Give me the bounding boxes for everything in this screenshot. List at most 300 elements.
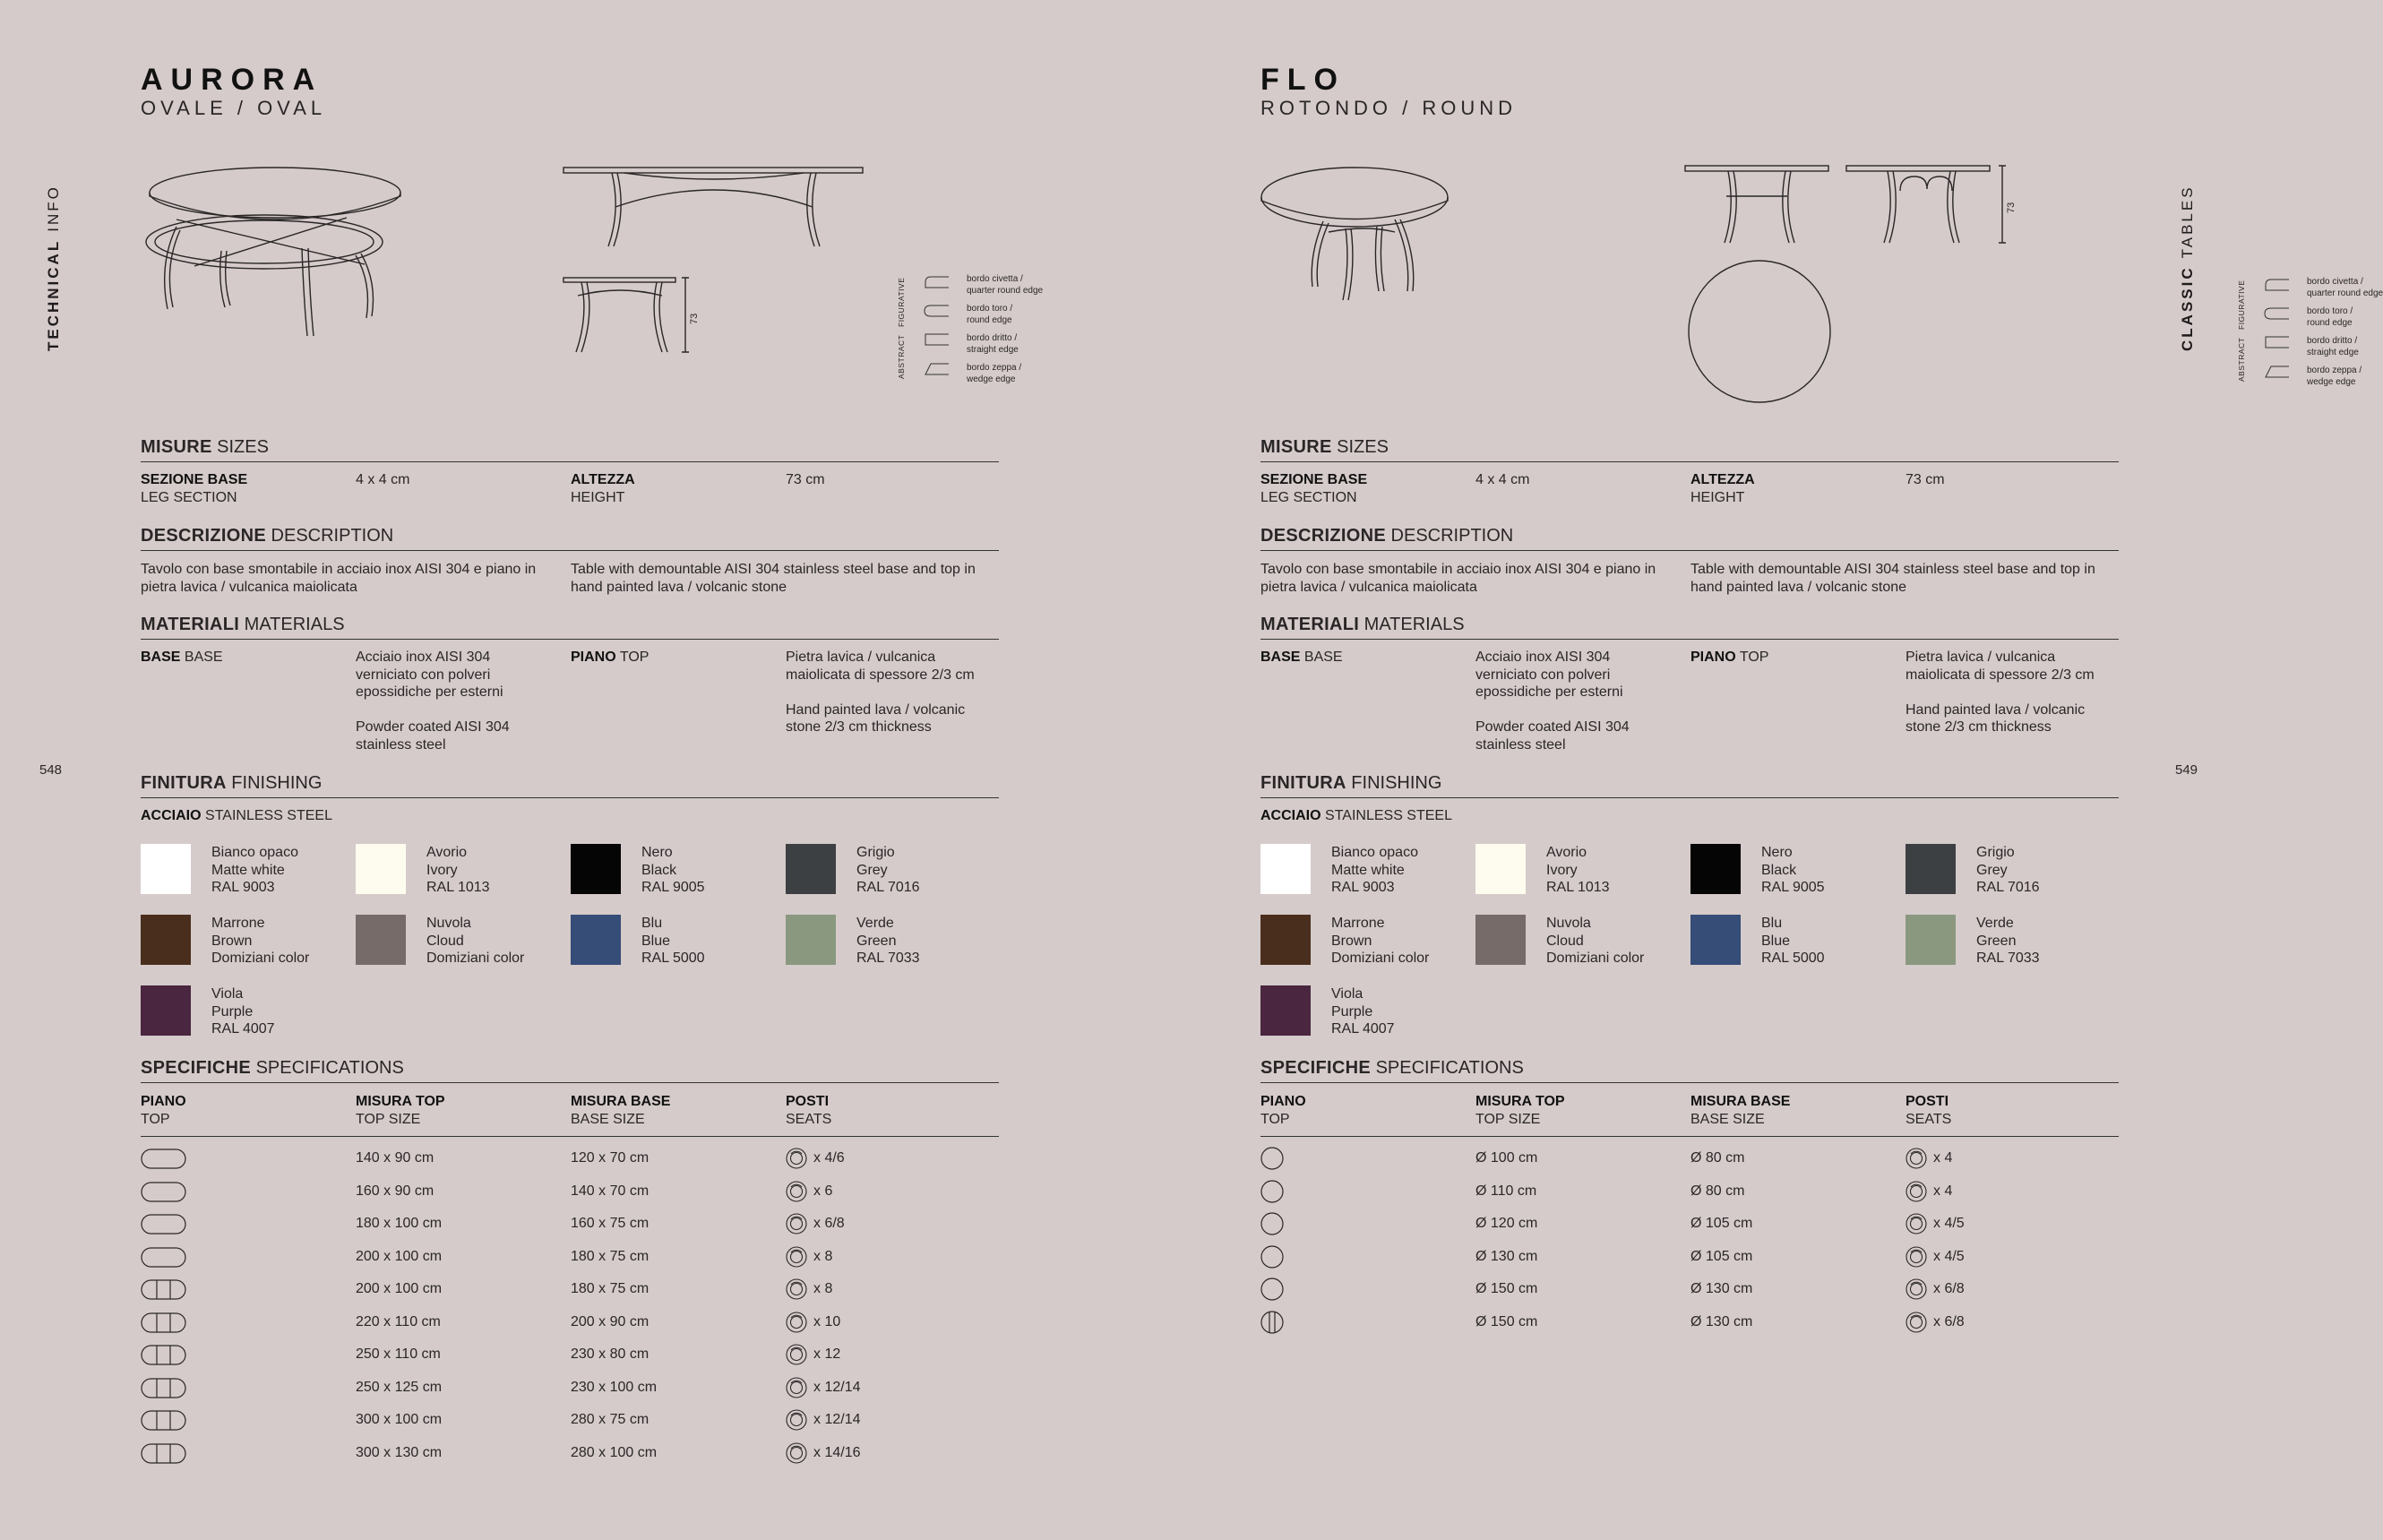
color-name-line: Verde: [1976, 916, 2014, 931]
color-swatch: [141, 915, 191, 965]
seats-icon: [1906, 1213, 1929, 1236]
heading-en: SIZES: [1337, 437, 1389, 457]
color-swatch: [141, 985, 191, 1036]
spec-column-header: [1260, 1093, 1306, 1128]
base-size-cell: 280 x 100 cm: [571, 1444, 658, 1460]
color-name-line: Ivory: [426, 862, 458, 878]
color-swatch-label: [211, 915, 309, 968]
edge-name-en: round edge: [967, 315, 1012, 325]
apron: [624, 173, 804, 179]
material-line: stone 2/3 cm thickness: [786, 719, 932, 735]
table-row: [141, 1278, 999, 1305]
table-leg: [1312, 221, 1329, 287]
edge-profile-item: [2307, 305, 2353, 329]
color-swatch-label: [641, 844, 705, 897]
leg-section-label: [141, 471, 247, 506]
color-name-line: RAL 7033: [856, 951, 920, 966]
material-line: [1475, 701, 1630, 719]
table-row: [141, 1246, 999, 1273]
seats-cell: x 10: [813, 1313, 841, 1329]
color-swatch-label: [1976, 844, 2040, 897]
label-it: SEZIONE BASE: [141, 472, 248, 487]
color-name-line: Avorio: [426, 845, 468, 860]
column-title-it: MISURA TOP: [356, 1094, 445, 1109]
seats-cell: x 4/5: [1933, 1216, 1965, 1231]
flo-plan-view: [1683, 260, 1836, 412]
seats-icon: [1906, 1181, 1929, 1204]
table-row: [141, 1181, 999, 1208]
finishing-subheading: [1260, 807, 1452, 825]
color-swatch: [356, 844, 406, 894]
color-name-line: Blue: [641, 933, 671, 949]
heading-en: FINISHING: [1351, 773, 1442, 793]
seats-cell: x 12/14: [813, 1379, 861, 1395]
table-row: [141, 1213, 999, 1240]
seats-icon: [786, 1148, 809, 1171]
label-en: STAINLESS STEEL: [1325, 808, 1452, 823]
table-top-outline: [1261, 168, 1448, 227]
product-subtitle: ROTONDO / ROUND: [1260, 97, 1518, 119]
color-name-line: Green: [856, 933, 897, 949]
material-base-text: [1475, 649, 1630, 753]
table-row: [1260, 1278, 2119, 1305]
line: Table with demountable AISI 304 stainless steel base and top in: [571, 562, 976, 577]
decorative-scroll: [1900, 176, 1952, 191]
color-name-line: Matte white: [211, 862, 285, 878]
column-title-it: PIANO: [1260, 1094, 1306, 1109]
base-size-cell: Ø 130 cm: [1690, 1313, 1753, 1329]
seats-icon: [786, 1181, 809, 1204]
edge-name-en: quarter round edge: [967, 286, 1044, 296]
top-size-cell: 300 x 130 cm: [356, 1444, 443, 1460]
column-title-en: SEATS: [786, 1111, 832, 1127]
column-title-it: MISURA TOP: [1475, 1094, 1565, 1109]
base-size-cell: Ø 80 cm: [1690, 1150, 1745, 1166]
heading-en: SPECIFICATIONS: [255, 1058, 404, 1078]
label-it: SEZIONE BASE: [1260, 472, 1368, 487]
color-name-line: RAL 1013: [426, 880, 490, 895]
top-size-cell: 220 x 110 cm: [356, 1313, 441, 1329]
base-size-cell: 230 x 100 cm: [571, 1379, 658, 1395]
color-swatch-label: [1331, 985, 1395, 1038]
base-size-cell: Ø 105 cm: [1690, 1216, 1753, 1231]
base-ring: [1329, 228, 1395, 232]
oval-top-icon: [141, 1213, 187, 1236]
edge-group-abstract-label: ABSTRACT: [2237, 337, 2246, 382]
label-en: BASE: [184, 650, 223, 665]
edge-name-en: quarter round edge: [2307, 288, 2383, 298]
seats-cell: x 6/8: [1933, 1313, 1965, 1329]
color-name-line: Cloud: [426, 933, 464, 949]
table-leg: [1343, 228, 1353, 300]
material-line: epossidiche per esterni: [356, 684, 503, 700]
edge-group-abstract-label: ABSTRACT: [897, 334, 906, 379]
heading-it: FINITURA: [1260, 773, 1346, 793]
heading-en: MATERIALS: [1364, 615, 1465, 634]
oval-extendable-top-icon: [141, 1344, 187, 1367]
edge-profile-item: [2307, 335, 2359, 358]
color-swatch-label: [856, 915, 920, 968]
round-top-icon: [1260, 1278, 1286, 1303]
edge-name-it: bordo civetta /: [2307, 277, 2363, 287]
side-label-light: TABLES: [2179, 185, 2196, 259]
heading-it: DESCRIZIONE: [1260, 526, 1386, 546]
spec-column-header: [356, 1093, 445, 1128]
seats-cell: x 6/8: [1933, 1281, 1965, 1296]
edge-profile-item: [967, 303, 1012, 326]
base-size-cell: 140 x 70 cm: [571, 1183, 650, 1199]
color-swatch: [786, 844, 836, 894]
oval-extendable-top-icon: [141, 1409, 187, 1432]
heading-en: FINISHING: [231, 773, 323, 793]
stretcher-arch: [615, 190, 813, 207]
column-title-it: MISURA BASE: [1690, 1094, 1791, 1109]
seats-cell: x 14/16: [813, 1444, 861, 1460]
color-name-line: Nero: [641, 845, 673, 860]
round-extendable-top-icon: [1260, 1311, 1286, 1336]
side-label-light: INFO: [45, 185, 62, 232]
base-size-cell: 280 x 75 cm: [571, 1412, 650, 1427]
base-size-cell: 160 x 75 cm: [571, 1216, 650, 1231]
oval-extendable-top-icon: [141, 1278, 187, 1302]
column-title-it: POSTI: [1906, 1094, 1949, 1109]
table-row: [141, 1377, 999, 1404]
color-name-line: RAL 9005: [641, 880, 705, 895]
height-label: [1690, 471, 1755, 506]
color-name-line: Viola: [1331, 986, 1364, 1002]
page-number-left: 548: [39, 762, 63, 778]
line: hand painted lava / volcanic stone: [571, 579, 787, 595]
round-top-icon: [1260, 1212, 1286, 1237]
color-name-line: Cloud: [1546, 933, 1584, 949]
color-name-line: Nero: [1761, 845, 1793, 860]
round-top-icon: [1260, 1180, 1286, 1205]
description-english: [1690, 561, 2095, 596]
top-size-cell: Ø 120 cm: [1475, 1216, 1538, 1231]
table-leg: [1884, 171, 1896, 243]
top-size-cell: 250 x 110 cm: [356, 1346, 441, 1362]
heading-en: MATERIALS: [244, 615, 345, 634]
round-top-icon: [1260, 1147, 1286, 1172]
color-swatch: [1690, 844, 1741, 894]
section-specifications-heading: [1260, 1058, 2119, 1083]
seats-icon: [786, 1213, 809, 1236]
table-leg: [1783, 171, 1794, 243]
label-it: BASE: [141, 650, 181, 665]
table-row: [141, 1148, 999, 1174]
straight-edge-icon: [925, 334, 949, 345]
seats-cell: x 4: [1933, 1150, 1953, 1166]
base-size-cell: 200 x 90 cm: [571, 1313, 650, 1329]
base-size-cell: Ø 80 cm: [1690, 1183, 1745, 1199]
color-name-line: Grey: [1976, 862, 2008, 878]
color-swatch: [1690, 915, 1741, 965]
color-name-line: Blu: [641, 916, 663, 931]
material-line: stainless steel: [356, 736, 446, 753]
section-finishing-heading: [1260, 773, 2119, 798]
line: pietra lavica / vulcanica maiolicata: [141, 579, 357, 595]
table-leg: [220, 251, 230, 307]
heading-it: SPECIFICHE: [141, 1058, 252, 1078]
line: Tavolo con base smontabile in acciaio inox AISI 304 e piano in: [1260, 562, 1656, 577]
label-it: ALTEZZA: [571, 472, 635, 487]
column-title-en: TOP: [141, 1111, 170, 1127]
seats-cell: x 4: [1933, 1183, 1953, 1199]
height-value: 73 cm: [786, 472, 825, 487]
color-name-line: Marrone: [1331, 916, 1385, 931]
color-name-line: Grigio: [1976, 845, 2015, 860]
color-name-line: Domiziani color: [1546, 951, 1645, 966]
seats-cell: x 8: [813, 1248, 833, 1264]
seats-cell: x 12: [813, 1346, 841, 1362]
color-name-line: RAL 9003: [1331, 880, 1395, 895]
base-size-cell: Ø 130 cm: [1690, 1281, 1753, 1296]
seats-icon: [1906, 1246, 1929, 1269]
height-label: [571, 471, 635, 506]
color-name-line: Grey: [856, 862, 888, 878]
table-leg: [1948, 171, 1959, 243]
oval-extendable-top-icon: [141, 1377, 187, 1400]
side-label-bold: CLASSIC: [2179, 265, 2196, 351]
color-swatch: [1906, 915, 1956, 965]
color-name-line: Ivory: [1546, 862, 1578, 878]
material-base-text: [356, 649, 510, 753]
color-swatch-label: [426, 844, 490, 897]
table-leg: [654, 282, 667, 352]
column-title-it: POSTI: [786, 1094, 830, 1109]
seats-cell: x 6/8: [813, 1216, 845, 1231]
material-base-label: [1260, 649, 1343, 667]
table-top-profile: [563, 168, 863, 173]
edge-profile-item: [967, 362, 1021, 385]
color-name-line: RAL 7033: [1976, 951, 2040, 966]
side-label-bold: TECHNICAL: [45, 238, 62, 351]
spec-column-header: [1475, 1093, 1565, 1128]
base-size-cell: 230 x 80 cm: [571, 1346, 650, 1362]
table-top-plan: [1689, 261, 1830, 402]
color-swatch: [571, 915, 621, 965]
seats-cell: x 6: [813, 1183, 833, 1199]
label-en: TOP: [1739, 650, 1769, 665]
color-swatch-label: [1761, 915, 1825, 968]
material-line: [1906, 684, 2095, 701]
section-sizes-heading: [1260, 437, 2119, 462]
top-size-cell: 200 x 100 cm: [356, 1281, 443, 1296]
section-finishing-heading: [141, 773, 999, 798]
heading-en: SPECIFICATIONS: [1375, 1058, 1524, 1078]
color-swatch-label: [1331, 915, 1429, 968]
table-leg: [1725, 171, 1736, 243]
label-en: BASE: [1303, 650, 1343, 665]
label-it: PIANO: [571, 650, 616, 665]
table-top-outline: [150, 168, 400, 218]
edge-profile-item: [967, 332, 1019, 356]
height-dimension-line: [1999, 166, 2006, 243]
section-materials-heading: [1260, 615, 2119, 640]
table-top-profile: [1846, 166, 1990, 171]
material-line: Powder coated AISI 304: [1475, 719, 1630, 735]
material-line: Powder coated AISI 304: [356, 719, 510, 735]
spec-header-divider: [141, 1136, 999, 1137]
material-line: verniciato con polveri: [356, 667, 491, 683]
side-label-technical-info: [45, 185, 63, 351]
color-name-line: Bianco opaco: [211, 845, 298, 860]
page-number-right: 549: [2175, 762, 2198, 778]
table-row: [141, 1344, 999, 1371]
table-row: [1260, 1148, 2119, 1174]
spec-header-divider: [1260, 1136, 2119, 1137]
description-english: [571, 561, 976, 596]
color-swatch: [356, 915, 406, 965]
color-name-line: Brown: [211, 933, 253, 949]
edge-profile-icons: [2253, 276, 2307, 392]
label-it: PIANO: [1690, 650, 1736, 665]
seats-icon: [1906, 1278, 1929, 1302]
heading-en: DESCRIPTION: [1390, 526, 1514, 546]
edge-profile-icons: [913, 273, 967, 390]
oval-extendable-top-icon: [141, 1442, 187, 1466]
line: hand painted lava / volcanic stone: [1690, 579, 1907, 595]
color-swatch: [1260, 915, 1311, 965]
color-name-line: Black: [1761, 862, 1797, 878]
product-subtitle: OVALE / OVAL: [141, 97, 327, 119]
color-swatch: [1475, 915, 1526, 965]
seats-icon: [786, 1312, 809, 1335]
color-swatch-label: [1331, 844, 1418, 897]
column-title-en: TOP SIZE: [1475, 1111, 1541, 1127]
top-size-cell: Ø 150 cm: [1475, 1281, 1538, 1296]
top-size-cell: 180 x 100 cm: [356, 1216, 443, 1231]
heading-it: MATERIALI: [1260, 615, 1360, 634]
color-swatch: [1260, 844, 1311, 894]
label-it: ALTEZZA: [1690, 472, 1755, 487]
material-line: Pietra lavica / vulcanica: [1906, 650, 2056, 665]
edge-group-figurative-label: FIGURATIVE: [2237, 280, 2246, 330]
top-size-cell: Ø 130 cm: [1475, 1248, 1538, 1264]
table-leg: [165, 227, 180, 309]
color-name-line: RAL 7016: [856, 880, 920, 895]
color-name-line: Nuvola: [426, 916, 471, 931]
edge-name-it: bordo toro /: [2307, 306, 2353, 316]
table-row: [141, 1409, 999, 1436]
table-row: [1260, 1181, 2119, 1208]
seats-cell: x 12/14: [813, 1412, 861, 1427]
material-top-text: [786, 649, 975, 736]
color-name-line: RAL 7016: [1976, 880, 2040, 895]
material-line: [356, 701, 510, 719]
spec-column-header: [1906, 1093, 1951, 1128]
leg-section-label: [1260, 471, 1367, 506]
line: Table with demountable AISI 304 stainless steel base and top in: [1690, 562, 2095, 577]
color-name-line: RAL 5000: [641, 951, 705, 966]
section-specifications-heading: [141, 1058, 999, 1083]
material-line: verniciato con polveri: [1475, 667, 1611, 683]
seats-icon: [786, 1278, 809, 1302]
table-top-profile: [1685, 166, 1828, 171]
color-swatch-label: [1761, 844, 1825, 897]
table-row: [1260, 1246, 2119, 1273]
color-name-line: RAL 5000: [1761, 951, 1825, 966]
section-sizes-heading: [141, 437, 999, 462]
table-row: [141, 1312, 999, 1338]
color-name-line: Domiziani color: [426, 951, 525, 966]
color-swatch-label: [1546, 844, 1610, 897]
aurora-side-elevation: [562, 166, 866, 255]
top-size-cell: 250 x 125 cm: [356, 1379, 443, 1395]
color-name-line: RAL 4007: [1331, 1021, 1395, 1037]
color-swatch-label: [211, 844, 298, 897]
label-en: STAINLESS STEEL: [205, 808, 332, 823]
wedge-edge-icon: [925, 364, 949, 374]
leg-section-value: 4 x 4 cm: [1475, 472, 1530, 487]
label-en: TOP: [619, 650, 650, 665]
color-name-line: Green: [1976, 933, 2017, 949]
seats-icon: [1906, 1148, 1929, 1171]
table-leg: [1375, 227, 1384, 291]
color-swatch: [141, 844, 191, 894]
leg-section-value: 4 x 4 cm: [356, 472, 410, 487]
seats-icon: [786, 1409, 809, 1432]
label-it: BASE: [1260, 650, 1301, 665]
height-value: 73 cm: [1906, 472, 1945, 487]
edge-profile-item: [967, 273, 1043, 297]
label-it: ACCIAIO: [1260, 808, 1321, 823]
column-title-it: PIANO: [141, 1094, 186, 1109]
heading-it: FINITURA: [141, 773, 227, 793]
color-swatch: [1260, 985, 1311, 1036]
column-title-en: BASE SIZE: [571, 1111, 645, 1127]
color-name-line: Viola: [211, 986, 244, 1002]
section-materials-heading: [141, 615, 999, 640]
column-title-en: TOP: [1260, 1111, 1290, 1127]
table-top-edge: [1261, 197, 1448, 219]
material-line: Hand painted lava / volcanic: [786, 701, 966, 718]
top-size-cell: 300 x 100 cm: [356, 1412, 443, 1427]
label-en: LEG SECTION: [141, 489, 237, 505]
round-top-icon: [1260, 1245, 1286, 1270]
material-line: [786, 684, 975, 701]
edge-name-en: round edge: [2307, 318, 2353, 328]
flo-end-elevation: [1845, 164, 2024, 254]
color-name-line: Marrone: [211, 916, 265, 931]
seats-icon: [1906, 1312, 1929, 1335]
column-title-en: TOP SIZE: [356, 1111, 421, 1127]
aurora-end-elevation: [562, 276, 705, 366]
straight-edge-icon: [2266, 337, 2289, 348]
material-line: epossidiche per esterni: [1475, 684, 1623, 700]
flo-perspective-drawing: [1260, 166, 1467, 309]
material-line: Pietra lavica / vulcanica: [786, 650, 936, 665]
material-line: maiolicata di spessore 2/3 cm: [786, 667, 975, 683]
label-en: HEIGHT: [571, 489, 625, 505]
spec-column-header: [1690, 1093, 1790, 1128]
label-en: HEIGHT: [1690, 489, 1745, 505]
description-italian: [1260, 561, 1656, 596]
label-en: LEG SECTION: [1260, 489, 1357, 505]
color-name-line: RAL 1013: [1546, 880, 1610, 895]
base-frame-inner: [155, 220, 374, 263]
table-row: [141, 1442, 999, 1469]
edge-name-it: bordo dritto /: [967, 333, 1018, 343]
color-swatch-label: [1976, 915, 2040, 968]
color-name-line: Blu: [1761, 916, 1783, 931]
color-name-line: Domiziani color: [1331, 951, 1430, 966]
side-label-classic-tables: [2179, 185, 2197, 351]
height-dimension-value: 73: [689, 313, 700, 324]
aurora-perspective-drawing: [141, 166, 409, 345]
edge-profile-item: [2307, 276, 2383, 299]
top-size-cell: Ø 150 cm: [1475, 1313, 1538, 1329]
